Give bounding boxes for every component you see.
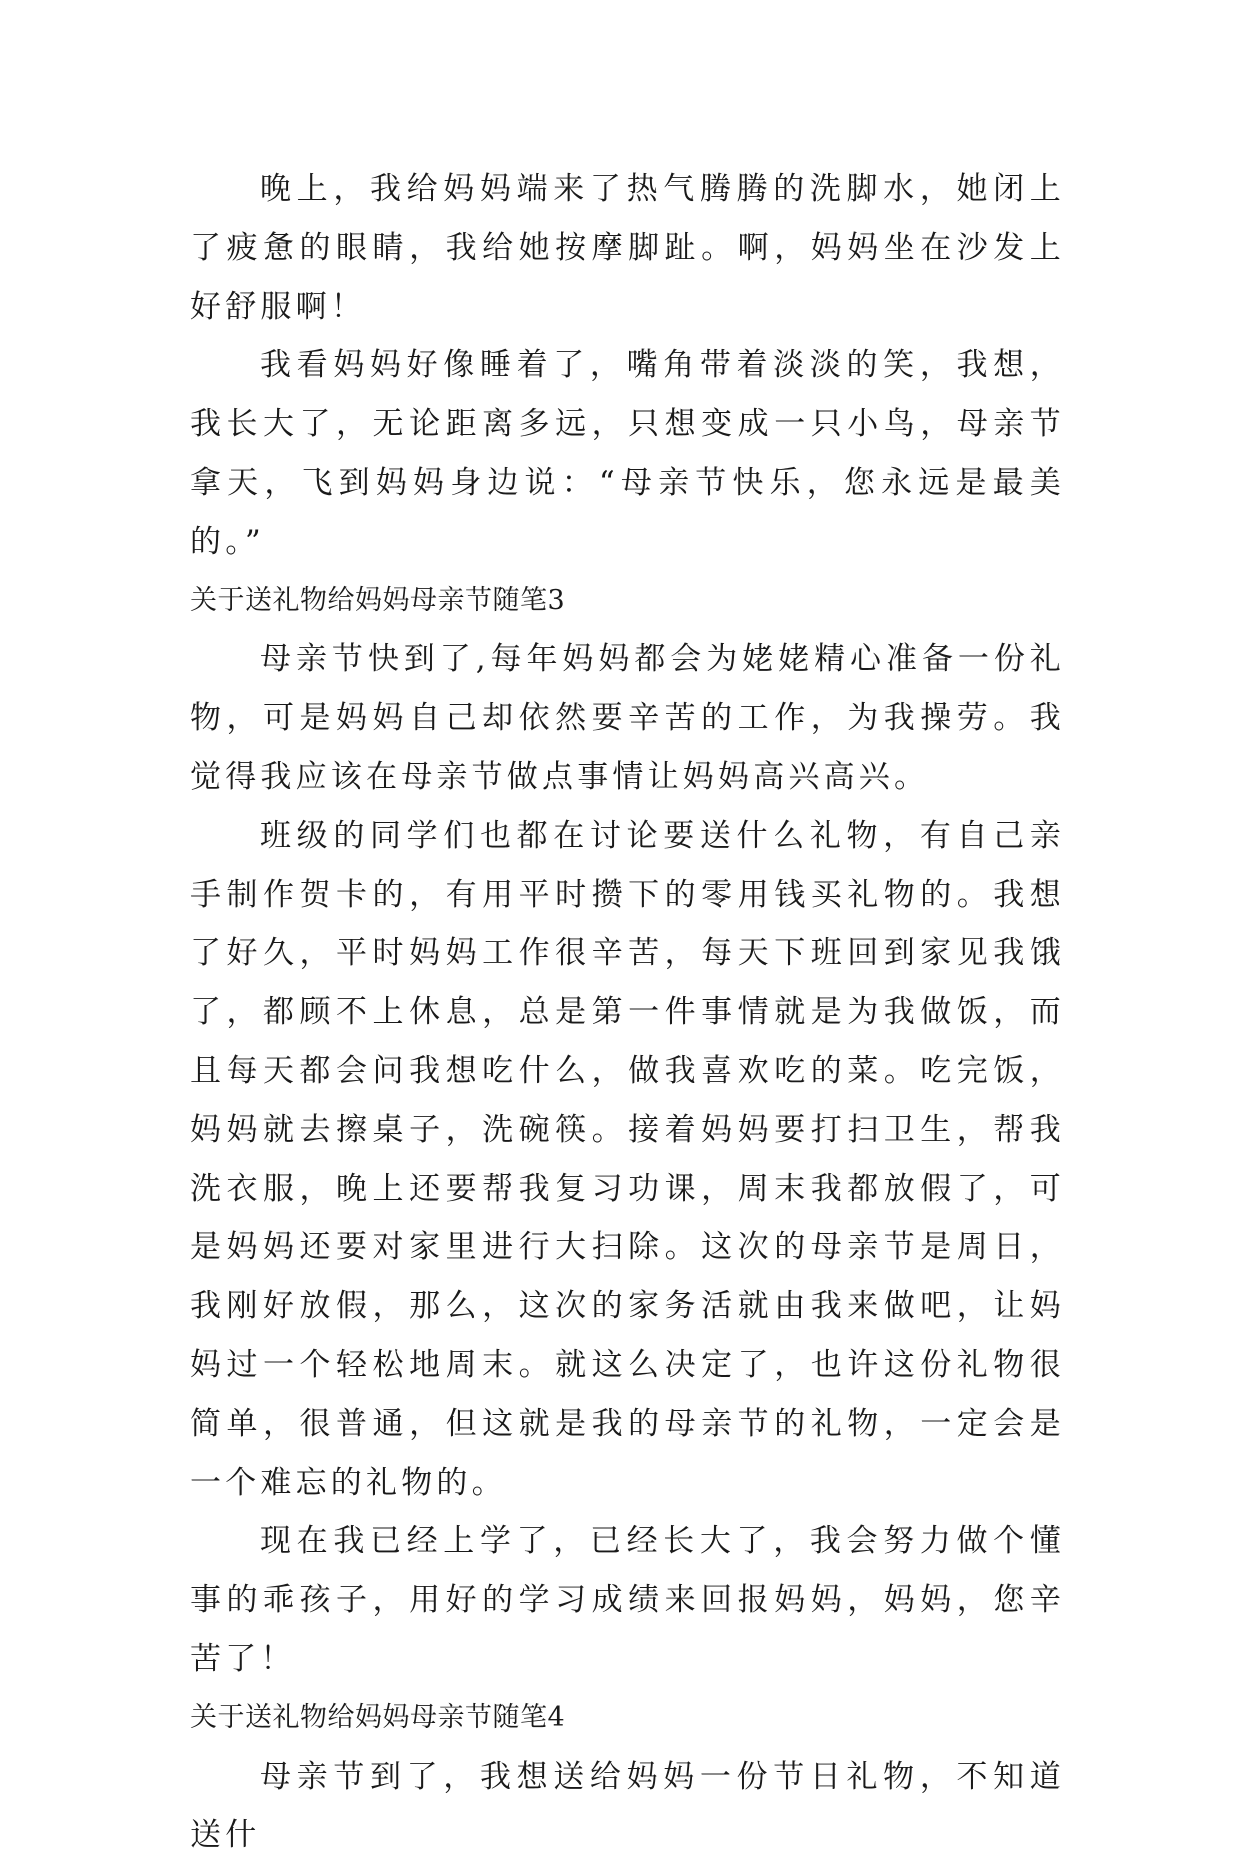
paragraph: 晚上，我给妈妈端来了热气腾腾的洗脚水，她闭上了疲惫的眼睛，我给她按摩脚趾。啊，妈妈坐在沙发上好舒服啊！ xyxy=(190,171,1065,325)
section-heading: 关于送礼物给妈妈母亲节随笔4 xyxy=(190,1701,566,1733)
paragraph: 母亲节快到了,每年妈妈都会为姥姥精心准备一份礼物，可是妈妈自己却依然要辛苦的工作，为我操劳。我觉得我应该在母亲节做点事情让妈妈高兴高兴。 xyxy=(190,641,1065,795)
section-heading: 关于送礼物给妈妈母亲节随笔3 xyxy=(190,584,566,616)
paragraph: 现在我已经上学了，已经长大了，我会努力做个懂事的乖孩子，用好的学习成绩来回报妈妈，妈妈，您辛苦了！ xyxy=(190,1523,1065,1677)
paragraph: 班级的同学们也都在讨论要送什么礼物，有自己亲手制作贺卡的，有用平时攒下的零用钱买礼物的。我想了好久，平时妈妈工作很辛苦，每天下班回到家见我饿了，都顾不上休息，总是第一件事情就是为我做饭，而且每天都会问我想吃什么，做我喜欢吃的菜。吃完饭，妈妈就去擦桌子，洗碗筷。接着妈妈要打扫卫生，帮我洗衣服，晚上还要帮我复习功课，周末我都放假了，可是妈妈还要对家里进行大扫除。这次的母亲节是周日，我刚好放假，那么，这次的家务活就由我来做吧，让妈妈过一个轻松地周末。就这么决定了，也许这份礼物很简单，很普通，但这就是我的母亲节的礼物，一定会是一个难忘的礼物的。 xyxy=(190,817,1065,1501)
paragraph: 我看妈妈好像睡着了，嘴角带着淡淡的笑，我想，我长大了，无论距离多远，只想变成一只小鸟，母亲节拿天，飞到妈妈身边说：“母亲节快乐，您永远是最美的。” xyxy=(190,347,1065,560)
paragraph: 母亲节到了，我想送给妈妈一份节日礼物，不知道送什 xyxy=(190,1758,1065,1854)
document-page xyxy=(190,160,1065,1865)
